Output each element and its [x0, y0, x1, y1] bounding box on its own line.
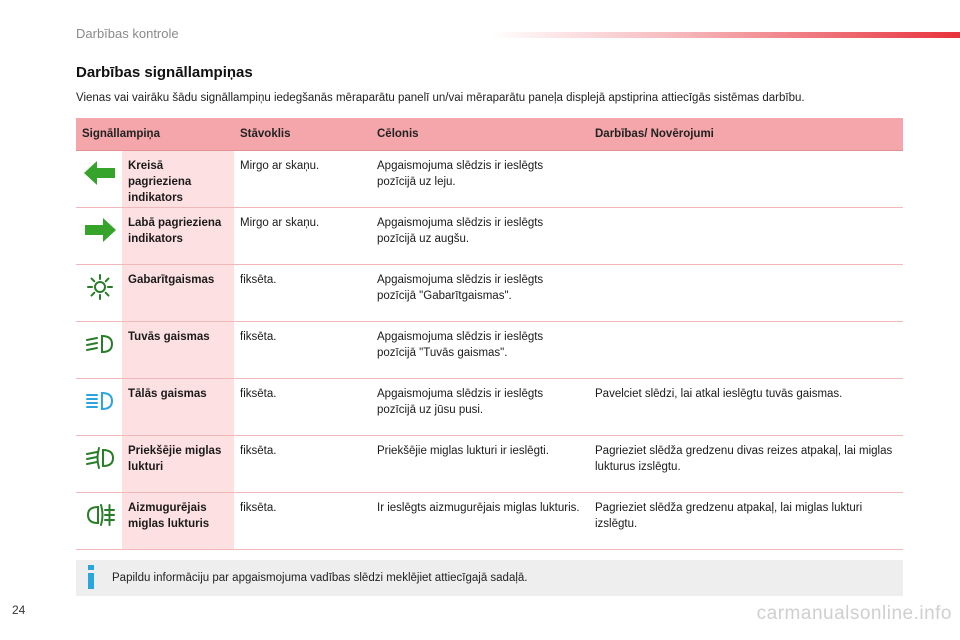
dipped-beam-icon: [82, 329, 118, 359]
lamp-state: fiksēta.: [234, 322, 371, 379]
rear-fog-lamp-icon: [82, 500, 118, 530]
icon-cell: [76, 379, 122, 436]
intro-text: Vienas vai vairāku šādu signāllampiņu iedegšanās mēraparātu panelī un/vai mēraparātu paneļa displejā apstiprina attiecīgās sistēmas darbību.: [76, 92, 805, 104]
lamp-cause: Ir ieslēgts aizmugurējais miglas lukturis.: [371, 493, 589, 550]
table-row: [76, 379, 903, 436]
main-beam-icon: [82, 386, 118, 416]
lamp-name: Labā pagrieziena indikators: [122, 208, 234, 265]
lamp-action: Pavelciet slēdzi, lai atkal ieslēgtu tuvās gaismas.: [589, 379, 903, 436]
lamp-name: Tuvās gaismas: [122, 322, 234, 379]
table-row: [76, 436, 903, 493]
header-actions: Darbības/ Novērojumi: [589, 118, 903, 151]
table-row: [76, 208, 903, 265]
lamp-name: Priekšējie miglas lukturi: [122, 436, 234, 493]
lamp-name: Aizmugurējais miglas lukturis: [122, 493, 234, 550]
lamp-cause: Apgaismojuma slēdzis ir ieslēgts pozīcijā "Gabarītgaismas".: [371, 265, 589, 322]
lamp-cause: Apgaismojuma slēdzis ir ieslēgts pozīcijā "Tuvās gaismas".: [371, 322, 589, 379]
lamp-state: fiksēta.: [234, 493, 371, 550]
lamp-cause: Priekšējie miglas lukturi ir ieslēgti.: [371, 436, 589, 493]
lamp-name: Kreisā pagrieziena indikators: [122, 151, 234, 208]
watermark: carmanualsonline.info: [756, 603, 952, 624]
table-row: [76, 493, 903, 550]
lamp-cause: Apgaismojuma slēdzis ir ieslēgts pozīcijā uz augšu.: [371, 208, 589, 265]
info-icon: [84, 565, 98, 589]
lamp-action: [589, 208, 903, 265]
lamp-action: Pagrieziet slēdža gredzenu atpakaļ, lai miglas lukturi izslēgtu.: [589, 493, 903, 550]
icon-cell: [76, 322, 122, 379]
section-label: Darbības kontrole: [76, 26, 179, 41]
icon-cell: [76, 493, 122, 550]
table-row: [76, 322, 903, 379]
lamp-action: [589, 151, 903, 208]
lamp-state: fiksēta.: [234, 265, 371, 322]
info-text: Papildu informāciju par apgaismojuma vadības slēdzi meklējiet attiecīgajā sadaļā.: [112, 572, 528, 584]
lamp-state: Mirgo ar skaņu.: [234, 208, 371, 265]
lamp-state: Mirgo ar skaņu.: [234, 151, 371, 208]
header-accent-bar: [490, 32, 960, 38]
page-number: 24: [12, 603, 26, 617]
icon-cell: [76, 151, 122, 208]
header-cause: Cēlonis: [371, 118, 589, 151]
lamp-action: [589, 322, 903, 379]
info-note: [76, 560, 903, 596]
icon-cell: [76, 436, 122, 493]
lamp-state: fiksēta.: [234, 436, 371, 493]
table-header-row: [76, 118, 903, 151]
lamp-name: Tālās gaismas: [122, 379, 234, 436]
lamp-cause: Apgaismojuma slēdzis ir ieslēgts pozīcijā uz leju.: [371, 151, 589, 208]
table-row: [76, 265, 903, 322]
header-state: Stāvoklis: [234, 118, 371, 151]
left-turn-arrow-icon: [82, 158, 118, 188]
header-signal-lamp: Signāllampiņa: [76, 118, 234, 151]
lamp-cause: Apgaismojuma slēdzis ir ieslēgts pozīcijā uz jūsu pusi.: [371, 379, 589, 436]
lamp-action: [589, 265, 903, 322]
lamp-state: fiksēta.: [234, 379, 371, 436]
right-turn-arrow-icon: [82, 215, 118, 245]
sidelights-icon: [82, 272, 118, 302]
page-title: Darbības signāllampiņas: [76, 64, 253, 81]
front-fog-lamp-icon: [82, 443, 118, 473]
signal-lamps-table: [76, 118, 903, 550]
icon-cell: [76, 265, 122, 322]
lamp-name: Gabarītgaismas: [122, 265, 234, 322]
table-row: [76, 151, 903, 208]
lamp-action: Pagrieziet slēdža gredzenu divas reizes atpakaļ, lai miglas lukturus izslēgtu.: [589, 436, 903, 493]
icon-cell: [76, 208, 122, 265]
